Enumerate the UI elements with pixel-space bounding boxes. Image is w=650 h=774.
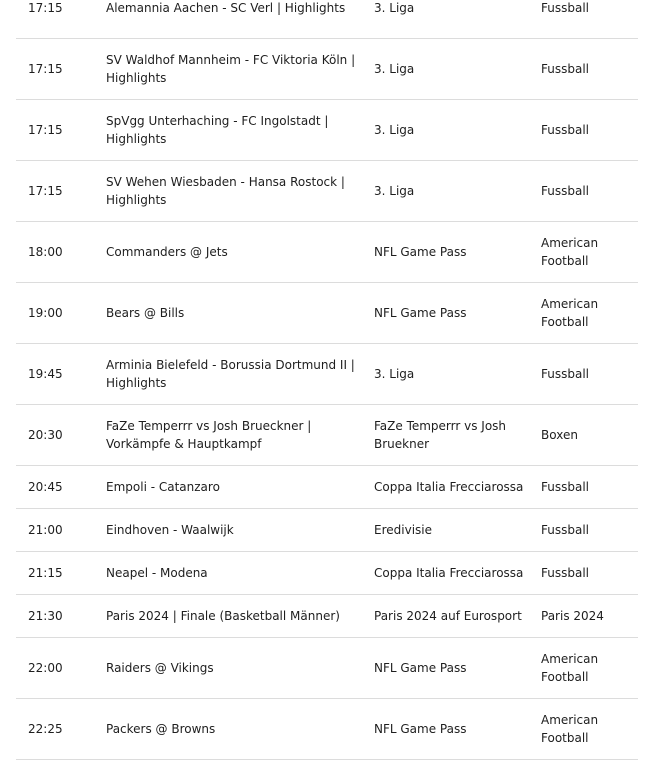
time-cell: 18:00 (28, 245, 63, 259)
competition-cell: NFL Game Pass (374, 245, 467, 259)
sport-cell: Boxen (541, 428, 578, 442)
table-row[interactable] (16, 405, 638, 466)
sport-cell: Fussball (541, 1, 589, 15)
title-cell[interactable]: SV Waldhof Mannheim - FC Viktoria Köln | Highlights (106, 53, 356, 85)
sport-cell: Fussball (541, 523, 589, 537)
time-cell: 21:15 (28, 566, 63, 580)
time-cell: 19:45 (28, 367, 63, 381)
title-cell[interactable]: Raiders @ Vikings (106, 661, 214, 675)
table-row[interactable] (16, 699, 638, 760)
table-row[interactable] (16, 595, 638, 638)
schedule-table (16, 0, 638, 760)
time-cell: 21:30 (28, 609, 63, 623)
competition-cell: FaZe Temperrr vs Josh Bruekner (374, 419, 507, 451)
title-cell[interactable]: Eindhoven - Waalwijk (106, 523, 234, 537)
time-cell: 22:00 (28, 661, 63, 675)
time-cell: 17:15 (28, 1, 63, 15)
competition-cell: Coppa Italia Frecciarossa (374, 480, 524, 494)
table-row[interactable] (16, 466, 638, 509)
table-row[interactable] (16, 0, 638, 39)
time-cell: 19:00 (28, 306, 63, 320)
sport-cell: American Football (541, 713, 599, 745)
competition-cell: Coppa Italia Frecciarossa (374, 566, 524, 580)
time-cell: 22:25 (28, 722, 63, 736)
title-cell[interactable]: Neapel - Modena (106, 566, 208, 580)
sport-cell: Fussball (541, 566, 589, 580)
table-row[interactable] (16, 344, 638, 405)
title-cell[interactable]: SpVgg Unterhaching - FC Ingolstadt | Highlights (106, 114, 329, 146)
competition-cell: 3. Liga (374, 1, 415, 15)
time-cell: 21:00 (28, 523, 63, 537)
sport-cell: Fussball (541, 123, 589, 137)
table-row[interactable] (16, 161, 638, 222)
competition-cell: 3. Liga (374, 123, 415, 137)
sport-cell: Fussball (541, 367, 589, 381)
table-row[interactable] (16, 638, 638, 699)
competition-cell: Paris 2024 auf Eurosport (374, 609, 522, 623)
table-row[interactable] (16, 39, 638, 100)
sport-cell: American Football (541, 236, 599, 268)
title-cell[interactable]: Bears @ Bills (106, 306, 185, 320)
time-cell: 17:15 (28, 62, 63, 76)
sport-cell: Paris 2024 (541, 609, 604, 623)
title-cell[interactable]: SV Wehen Wiesbaden - Hansa Rostock | Highlights (106, 175, 345, 207)
sport-cell: American Football (541, 652, 599, 684)
table-row[interactable] (16, 552, 638, 595)
title-cell[interactable]: Commanders @ Jets (106, 245, 228, 259)
table-row[interactable] (16, 100, 638, 161)
competition-cell: NFL Game Pass (374, 722, 467, 736)
time-cell: 17:15 (28, 123, 63, 137)
competition-cell: NFL Game Pass (374, 661, 467, 675)
competition-cell: 3. Liga (374, 62, 415, 76)
table-row[interactable] (16, 222, 638, 283)
sport-cell: American Football (541, 297, 599, 329)
competition-cell: 3. Liga (374, 367, 415, 381)
competition-cell: NFL Game Pass (374, 306, 467, 320)
title-cell[interactable]: Paris 2024 | Finale (Basketball Männer) (106, 609, 340, 623)
table-row[interactable] (16, 283, 638, 344)
time-cell: 17:15 (28, 184, 63, 198)
sport-cell: Fussball (541, 62, 589, 76)
sport-cell: Fussball (541, 184, 589, 198)
time-cell: 20:30 (28, 428, 63, 442)
title-cell[interactable]: Packers @ Browns (106, 722, 216, 736)
competition-cell: 3. Liga (374, 184, 415, 198)
title-cell[interactable]: Alemannia Aachen - SC Verl | Highlights (106, 1, 346, 15)
table-row[interactable] (16, 509, 638, 552)
title-cell[interactable]: FaZe Temperrr vs Josh Brueckner | Vorkämpfe & Hauptkampf (106, 419, 312, 451)
time-cell: 20:45 (28, 480, 63, 494)
title-cell[interactable]: Arminia Bielefeld - Borussia Dortmund II | Highlights (106, 358, 355, 390)
title-cell[interactable]: Empoli - Catanzaro (106, 480, 220, 494)
competition-cell: Eredivisie (374, 523, 432, 537)
sport-cell: Fussball (541, 480, 589, 494)
